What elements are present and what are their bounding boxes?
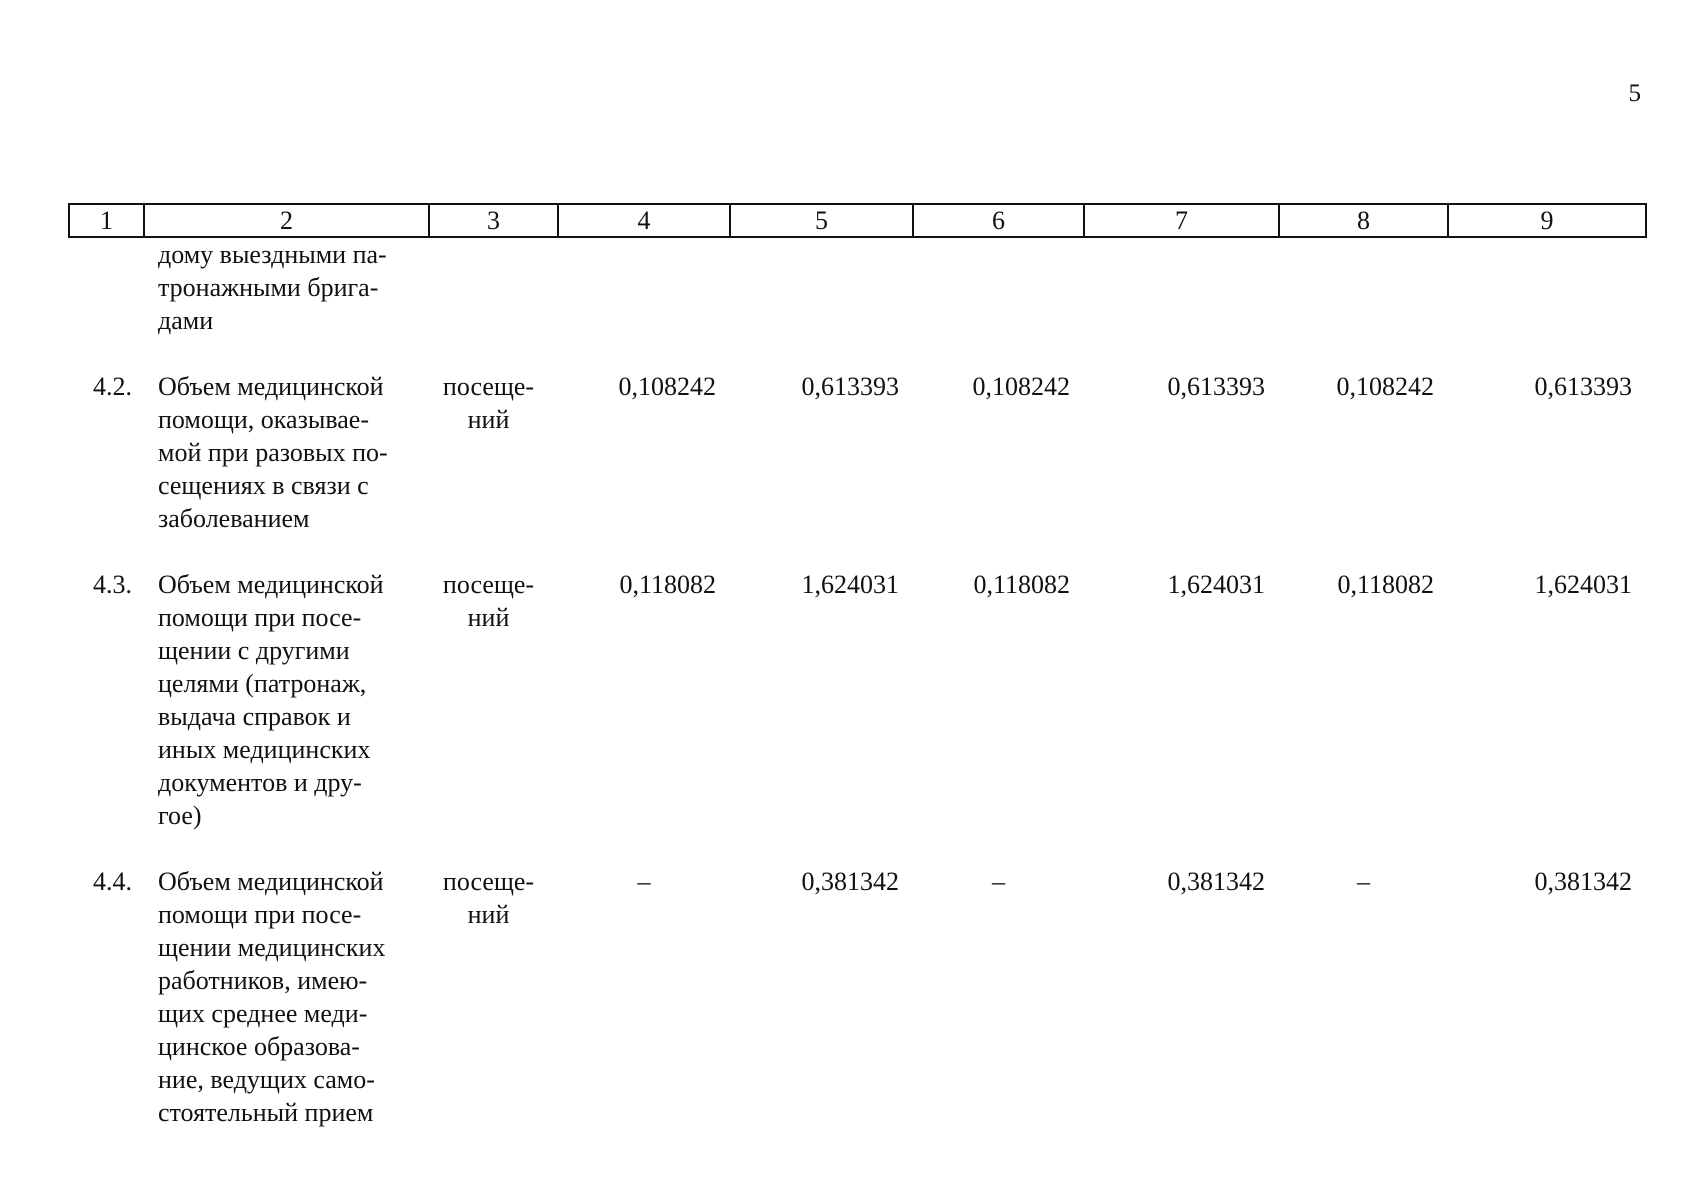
unit-line: ний xyxy=(467,900,510,929)
name-line: заболеванием xyxy=(158,504,310,533)
unit-line: посеще- xyxy=(442,372,535,401)
header-col-9: 9 xyxy=(1448,204,1646,237)
name-line: помощи при посе- xyxy=(158,603,362,632)
unit-line: посеще- xyxy=(442,867,535,896)
value-col-7: 0,613393 xyxy=(1167,372,1265,401)
value-col-8: 0,108242 xyxy=(1336,372,1434,401)
header-col-6: 6 xyxy=(913,204,1084,237)
unit-line: ний xyxy=(467,405,510,434)
data-table xyxy=(68,203,1647,1129)
name-line: Объем медицинской xyxy=(158,867,384,896)
name-line: помощи при посе- xyxy=(158,900,362,929)
value-col-9: 0,613393 xyxy=(1534,372,1632,401)
header-col-1: 1 xyxy=(69,204,144,237)
header-col-4: 4 xyxy=(558,204,730,237)
value-col-5: 0,381342 xyxy=(801,867,899,896)
name-line: дому выездными па- xyxy=(158,240,387,269)
name-line: мой при разовых по- xyxy=(158,438,388,467)
value-col-4: 0,118082 xyxy=(619,570,716,599)
value-col-9: 1,624031 xyxy=(1534,570,1632,599)
row-index: 4.2. xyxy=(93,372,132,401)
table-row xyxy=(69,865,1646,1129)
header-col-7: 7 xyxy=(1084,204,1279,237)
value-col-4: 0,108242 xyxy=(618,372,716,401)
header-col-5: 5 xyxy=(730,204,913,237)
name-line: выдача справок и xyxy=(158,702,351,731)
name-line: помощи, оказывае- xyxy=(158,405,369,434)
table-container xyxy=(68,203,1645,1129)
name-line: дами xyxy=(158,306,214,335)
name-line: щении с другими xyxy=(158,636,350,665)
value-col-8: – xyxy=(1357,867,1370,896)
value-col-6: 0,108242 xyxy=(972,372,1070,401)
table-row-continuation xyxy=(69,237,1646,337)
row-name xyxy=(144,237,429,337)
row-unit xyxy=(429,370,558,535)
name-line: целями (патронаж, xyxy=(158,669,367,698)
name-line: иных медицинских xyxy=(158,735,371,764)
row-index: 4.3. xyxy=(93,570,132,599)
header-col-2: 2 xyxy=(144,204,429,237)
name-line: ние, ведущих само- xyxy=(158,1065,375,1094)
row-name xyxy=(144,370,429,535)
name-line: документов и дру- xyxy=(158,768,362,797)
name-line: цинское образова- xyxy=(158,1032,360,1061)
row-name xyxy=(144,865,429,1129)
value-col-6: 0,118082 xyxy=(973,570,1070,599)
value-col-9: 0,381342 xyxy=(1534,867,1632,896)
table-row xyxy=(69,568,1646,832)
value-col-4: – xyxy=(637,867,651,896)
name-line: Объем медицинской xyxy=(158,570,384,599)
name-line: работников, имею- xyxy=(158,966,368,995)
row-index xyxy=(69,237,144,337)
value-col-5: 1,624031 xyxy=(801,570,899,599)
name-line: Объем медицинской xyxy=(158,372,384,401)
name-line: щих среднее меди- xyxy=(158,999,368,1028)
value-col-8: 0,118082 xyxy=(1337,570,1434,599)
name-line: щении медицинских xyxy=(158,933,386,962)
name-line: гое) xyxy=(158,801,202,830)
value-col-5: 0,613393 xyxy=(801,372,899,401)
row-index: 4.4. xyxy=(93,867,132,896)
table-row xyxy=(69,370,1646,535)
name-line: стоятельный прием xyxy=(158,1098,374,1127)
name-line: сещениях в связи с xyxy=(158,471,369,500)
value-col-6: – xyxy=(992,867,1005,896)
header-col-8: 8 xyxy=(1279,204,1448,237)
unit-line: ний xyxy=(467,603,510,632)
page-number: 5 xyxy=(1628,80,1641,107)
header-row xyxy=(69,204,1646,237)
row-unit xyxy=(429,865,558,1129)
name-line: тронажными брига- xyxy=(158,273,379,302)
unit-line: посеще- xyxy=(442,570,535,599)
value-col-7: 1,624031 xyxy=(1167,570,1265,599)
value-col-7: 0,381342 xyxy=(1167,867,1265,896)
row-name xyxy=(144,568,429,832)
header-col-3: 3 xyxy=(429,204,558,237)
row-unit xyxy=(429,568,558,832)
